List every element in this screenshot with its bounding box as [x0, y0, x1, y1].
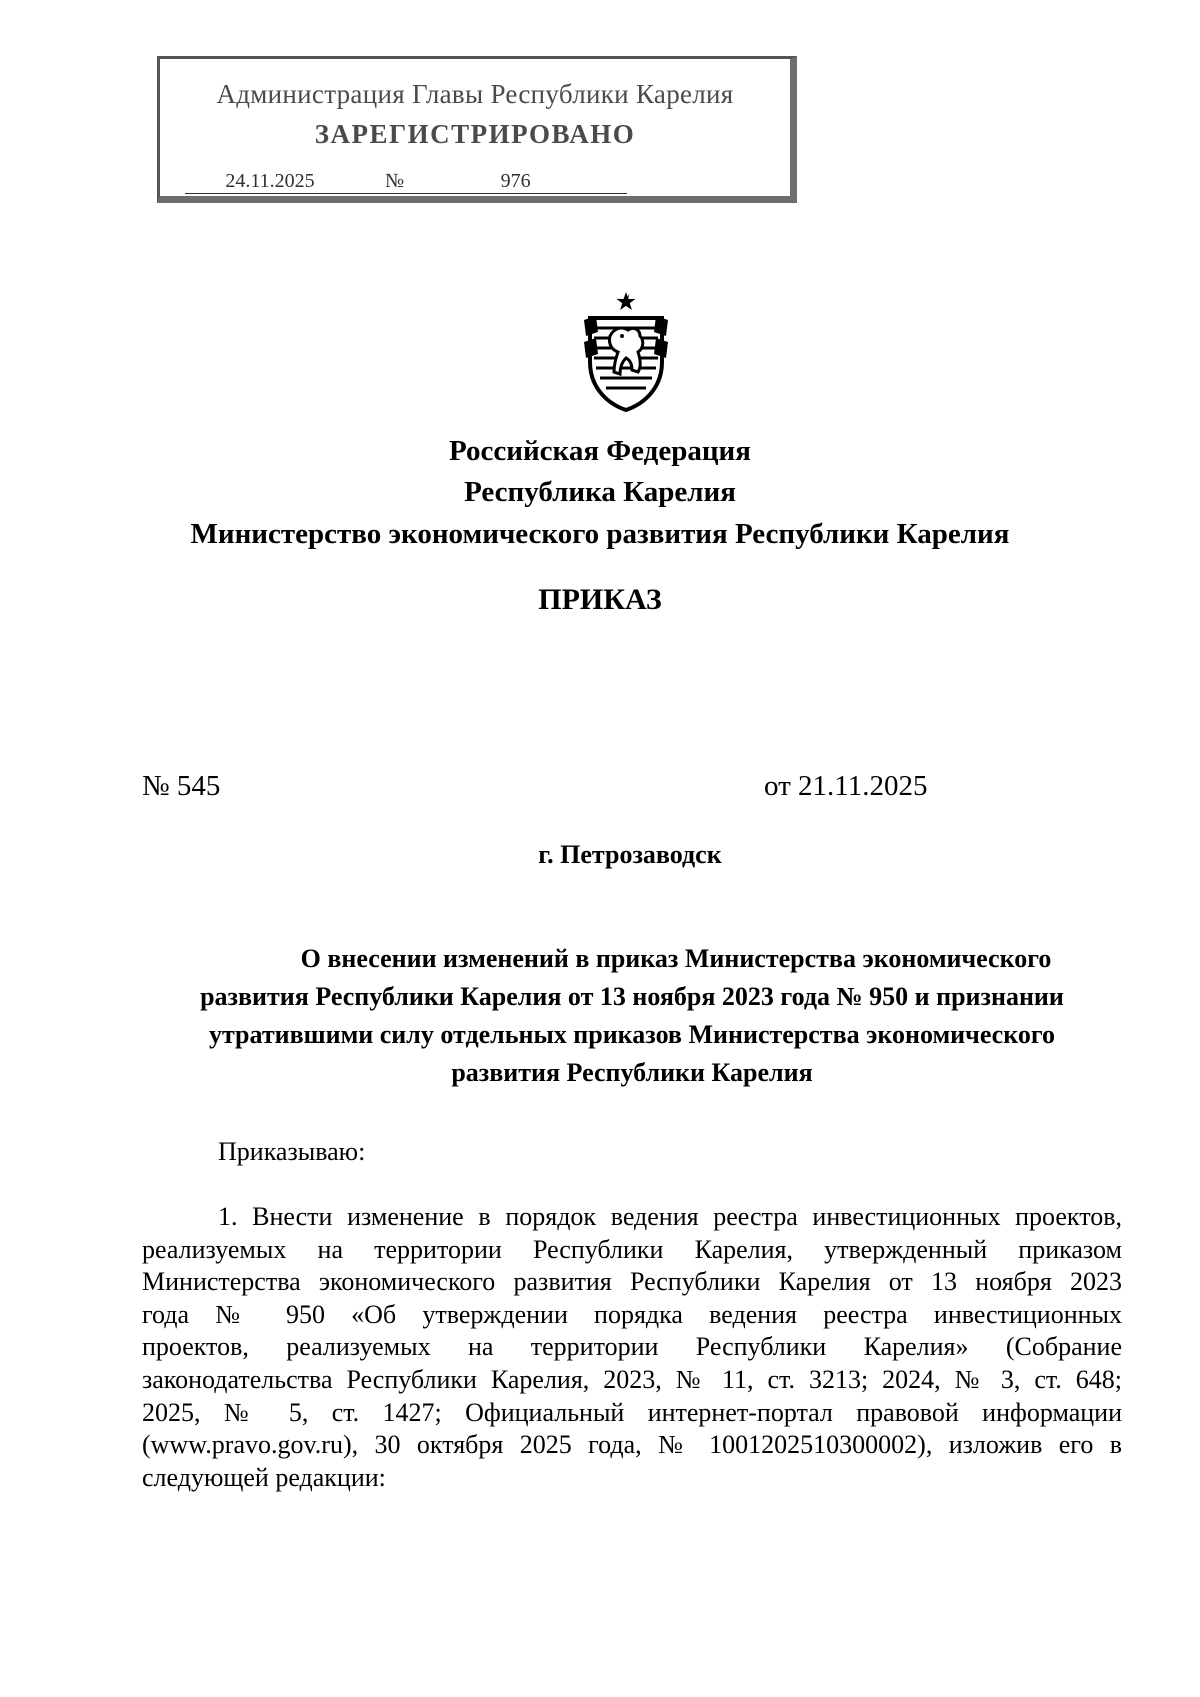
header-republic: Республика Карелия	[464, 476, 736, 508]
order-city: г. Петрозаводск	[538, 840, 722, 869]
order-intro: Приказываю:	[218, 1137, 366, 1166]
paragraph-line: следующей редакции:	[142, 1462, 386, 1492]
order-title	[142, 940, 1122, 1092]
registration-stamp	[157, 56, 797, 203]
paragraph-line: 2025, № 5, ст. 1427; Официальный интернет-портал правовой информации	[142, 1397, 1122, 1427]
paragraph-line: года № 950 «Об утверждении порядка ведения реестра инвестиционных	[142, 1299, 1122, 1329]
karelia-coat-of-arms-icon	[578, 292, 674, 414]
order-title-line: О внесении изменений в приказ Министерства экономического	[300, 944, 1052, 973]
paragraph-line: законодательства Республики Карелия, 2023, № 11, ст. 3213; 2024, № 3, ст. 648;	[142, 1364, 1122, 1394]
stamp-date: 24.11.2025	[185, 169, 355, 194]
order-date: от 21.11.2025	[764, 770, 928, 802]
paragraph-line: Министерства экономического развития Республики Карелия от 13 ноября 2023	[142, 1267, 1122, 1297]
header-ministry: Министерство экономического развития Республики Карелия	[190, 518, 1010, 550]
stamp-underline-gap	[355, 169, 385, 194]
stamp-registration-line	[185, 169, 627, 194]
stamp-status: ЗАРЕГИСТРИРОВАНО	[314, 119, 636, 149]
paragraph-line: (www.pravo.gov.ru), 30 октября 2025 года, № 1001202510300002), изложив его в	[142, 1430, 1122, 1460]
order-paragraph-1	[142, 1201, 1122, 1494]
paragraph-line: 1. Внести изменение в порядок ведения реестра инвестиционных проектов,	[218, 1202, 1122, 1231]
order-number: № 545	[142, 770, 221, 802]
stamp-number-sign: №	[385, 170, 405, 192]
stamp-number: 976	[404, 169, 627, 194]
order-title-line: развития Республики Карелия	[451, 1058, 813, 1087]
document-type-title: ПРИКАЗ	[538, 583, 662, 616]
order-title-line: утратившими силу отдельных приказов Министерства экономического	[208, 1020, 1056, 1049]
order-title-line: развития Республики Карелия от 13 ноября 2023 года № 950 и признании	[200, 982, 1064, 1011]
header-country: Российская Федерация	[449, 435, 751, 467]
stamp-authority: Администрация Главы Республики Карелия	[216, 79, 734, 109]
paragraph-line: реализуемых на территории Республики Карелия, утвержденный приказом	[142, 1234, 1122, 1264]
paragraph-line: проектов, реализуемых на территории Республики Карелия» (Собрание	[142, 1332, 1122, 1362]
